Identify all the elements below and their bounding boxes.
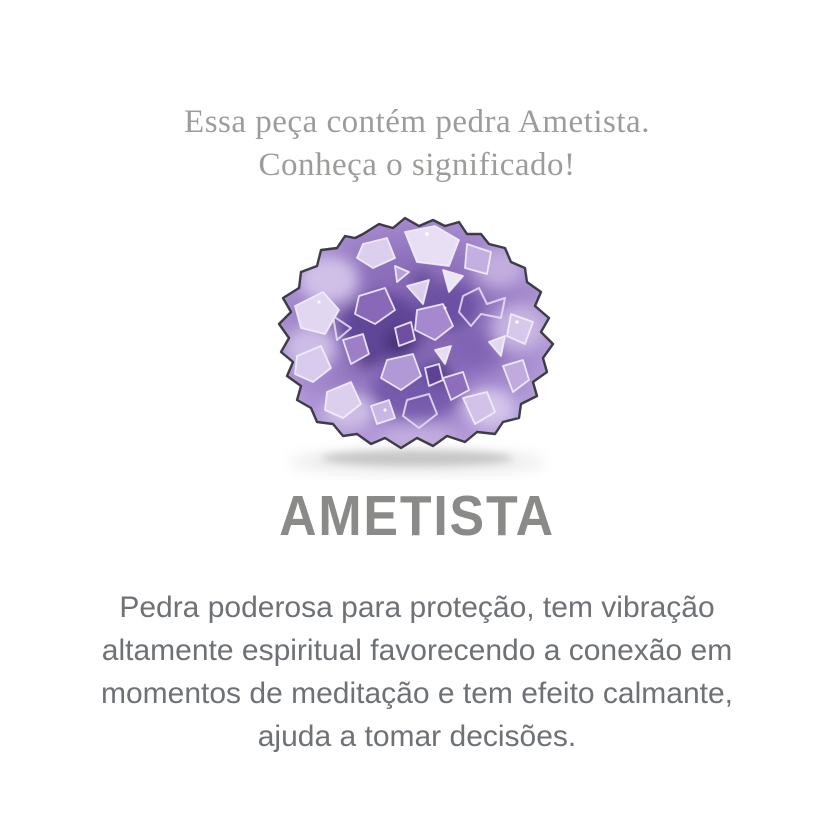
description-line: ajuda a tomar decisões. [257,720,577,753]
stone-name-title: AMETISTA [279,484,555,548]
amethyst-stone-svg [267,210,567,480]
intro-text [0,101,834,187]
description-line: momentos de meditação e tem efeito calmante, [101,677,733,710]
intro-line-2: Conheça o significado! [258,147,576,183]
description-line: Pedra poderosa para proteção, tem vibração [119,591,715,624]
intro-line-1: Essa peça contém pedra Ametista. [184,104,650,140]
amethyst-stone-illustration [267,210,567,480]
stone-description [0,586,834,758]
description-line: altamente espiritual favorecendo a conexão em [101,634,733,667]
